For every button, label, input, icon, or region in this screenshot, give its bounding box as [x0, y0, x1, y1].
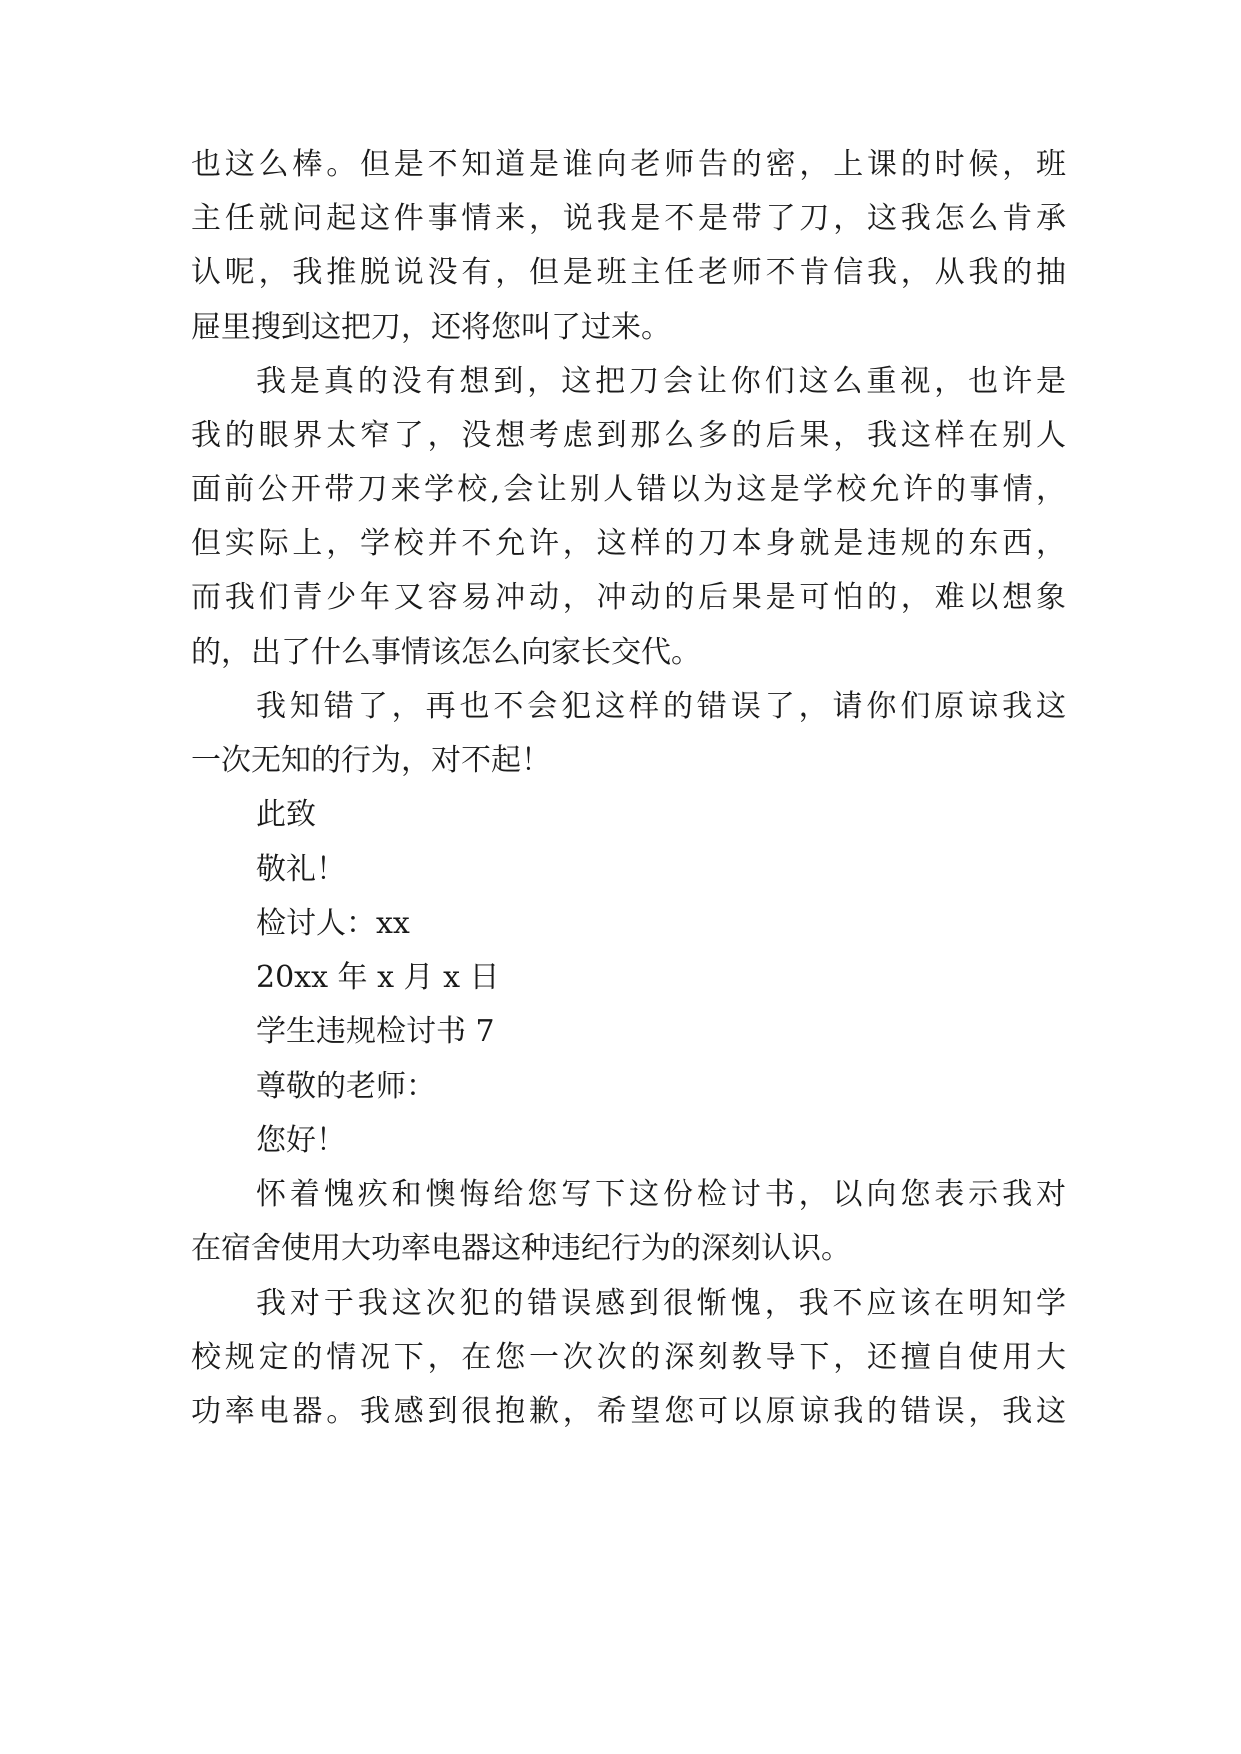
greeting-line: 您好！: [256, 1123, 346, 1158]
paragraph-line: 我知错了，再也不会犯这样的错误了，请你们原谅我这: [256, 689, 1066, 724]
paragraph-line: 怀着愧疚和懊悔给您写下这份检讨书，以向您表示我对: [256, 1177, 1066, 1212]
paragraph-line: 一次无知的行为，对不起！: [191, 743, 551, 778]
paragraph-line: 面前公开带刀来学校,会让别人错以为这是学校允许的事情，: [191, 472, 1066, 507]
paragraph-line: 也这么棒。但是不知道是谁向老师告的密，上课的时候，班: [191, 147, 1066, 182]
paragraph-line: 功率电器。我感到很抱歉，希望您可以原谅我的错误，我这: [191, 1394, 1066, 1429]
paragraph-line: 我对于我这次犯的错误感到很惭愧，我不应该在明知学: [256, 1286, 1066, 1321]
closing-regards: 敬礼！: [256, 852, 346, 887]
closing-salutation: 此致: [256, 797, 316, 832]
paragraph-line: 屉里搜到这把刀，还将您叫了过来。: [191, 310, 671, 345]
paragraph-line: 主任就问起这件事情来，说我是不是带了刀，这我怎么肯承: [191, 201, 1066, 236]
paragraph-line: 校规定的情况下，在您一次次的深刻教导下，还擅自使用大: [191, 1340, 1066, 1375]
paragraph-line: 在宿舍使用大功率电器这种违纪行为的深刻认识。: [191, 1231, 851, 1266]
paragraph-line: 而我们青少年又容易冲动，冲动的后果是可怕的，难以想象: [191, 580, 1066, 615]
section-title: 学生违规检讨书 7: [256, 1014, 495, 1049]
paragraph-line: 但实际上，学校并不允许，这样的刀本身就是违规的东西，: [191, 526, 1066, 561]
greeting-line: 尊敬的老师：: [256, 1069, 436, 1104]
paragraph-line: 我的眼界太窄了，没想考虑到那么多的后果，我这样在别人: [191, 418, 1066, 453]
paragraph-line: 我是真的没有想到，这把刀会让你们这么重视，也许是: [256, 364, 1066, 399]
signature-line: 检讨人：xx: [256, 906, 410, 941]
paragraph-line: 认呢，我推脱说没有，但是班主任老师不肯信我，从我的抽: [191, 255, 1066, 290]
paragraph-line: 的，出了什么事情该怎么向家长交代。: [191, 635, 701, 670]
date-line: 20xx 年 x 月 x 日: [256, 960, 500, 995]
